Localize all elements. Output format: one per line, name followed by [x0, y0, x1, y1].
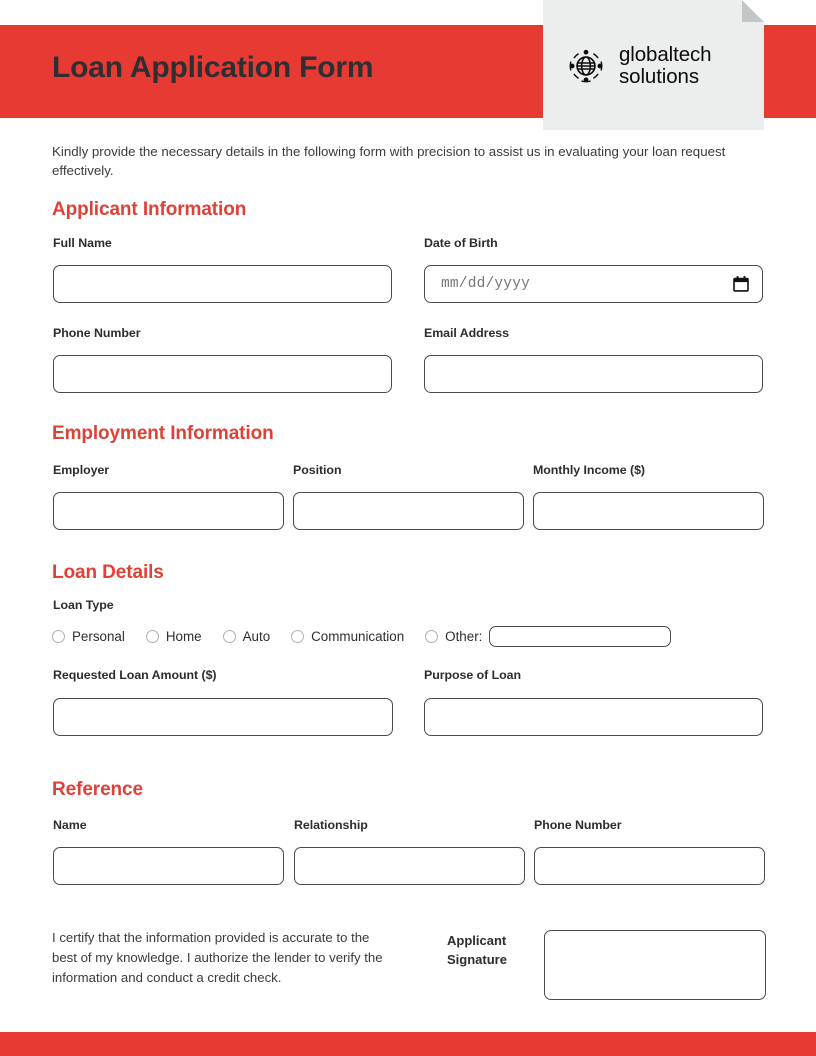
- intro-paragraph: Kindly provide the necessary details in the following form with precision to assist us in evaluating your loan request effectively.: [52, 144, 726, 178]
- input-date-of-birth[interactable]: [424, 265, 763, 303]
- label-phone-number-applicant: Phone Number: [53, 326, 141, 340]
- radio-option-personal[interactable]: [52, 629, 125, 644]
- label-requested-loan-amount: Requested Loan Amount ($): [53, 668, 217, 682]
- loan-type-radio-group: [52, 626, 671, 647]
- input-phone-number-applicant[interactable]: [53, 355, 392, 393]
- label-employer: Employer: [53, 463, 110, 477]
- input-applicant-signature[interactable]: [544, 930, 766, 1000]
- label-date-of-birth: Date of Birth: [424, 236, 498, 250]
- section-title-reference: Reference: [52, 779, 143, 800]
- radio-label-auto: Auto: [242, 629, 271, 644]
- input-reference-phone-number[interactable]: [534, 847, 765, 885]
- label-email-address: Email Address: [424, 326, 509, 340]
- footer-band: [0, 1032, 816, 1056]
- radio-option-home[interactable]: [146, 629, 202, 644]
- radio-circle-icon[interactable]: [223, 630, 236, 643]
- company-logo-card: [543, 0, 764, 130]
- section-title-employment-information: Employment Information: [52, 423, 274, 444]
- input-loan-type-other[interactable]: [489, 626, 671, 647]
- corner-fold-decoration: [742, 0, 764, 22]
- input-email-address[interactable]: [424, 355, 763, 393]
- input-full-name[interactable]: [53, 265, 392, 303]
- input-position[interactable]: [293, 492, 524, 530]
- radio-label-other: Other:: [445, 629, 483, 644]
- input-requested-loan-amount[interactable]: [53, 698, 393, 736]
- radio-circle-icon[interactable]: [146, 630, 159, 643]
- radio-option-other[interactable]: [425, 626, 671, 647]
- radio-option-auto[interactable]: [223, 629, 271, 644]
- label-reference-name: Name: [53, 818, 87, 832]
- label-applicant-signature: Applicant Signature: [447, 933, 507, 967]
- date-placeholder-text: mm/dd/yyyy: [441, 276, 531, 292]
- logo-line-2: solutions: [619, 64, 700, 88]
- label-loan-type: Loan Type: [53, 598, 114, 612]
- logo-content: [565, 44, 711, 88]
- calendar-icon[interactable]: [733, 276, 749, 293]
- input-monthly-income[interactable]: [533, 492, 764, 530]
- section-title-applicant-information: Applicant Information: [52, 199, 247, 220]
- radio-label-personal: Personal: [72, 629, 125, 644]
- radio-circle-icon[interactable]: [52, 630, 65, 643]
- radio-circle-icon[interactable]: [425, 630, 438, 643]
- radio-label-home: Home: [165, 629, 202, 644]
- input-employer[interactable]: [53, 492, 284, 530]
- label-full-name: Full Name: [53, 236, 112, 250]
- radio-option-communication[interactable]: [291, 629, 404, 644]
- input-reference-name[interactable]: [53, 847, 284, 885]
- section-title-loan-details: Loan Details: [52, 562, 164, 583]
- label-reference-phone-number: Phone Number: [534, 818, 622, 832]
- input-purpose-of-loan[interactable]: [424, 698, 763, 736]
- label-reference-relationship: Relationship: [294, 818, 368, 832]
- label-position: Position: [293, 463, 342, 477]
- label-monthly-income: Monthly Income ($): [533, 463, 645, 477]
- logo-wordmark: [619, 44, 711, 88]
- certification-statement: I certify that the information provided is accurate to the best of my knowledge. I authorize the lender to verify the information and conduct a credit check.: [52, 930, 383, 986]
- radio-label-communication: Communication: [311, 629, 405, 644]
- input-reference-relationship[interactable]: [294, 847, 525, 885]
- page-title: Loan Application Form: [52, 51, 374, 84]
- globe-network-icon: [565, 45, 607, 87]
- label-purpose-of-loan: Purpose of Loan: [424, 668, 522, 682]
- radio-circle-icon[interactable]: [291, 630, 304, 643]
- logo-line-1: globaltech: [619, 43, 712, 66]
